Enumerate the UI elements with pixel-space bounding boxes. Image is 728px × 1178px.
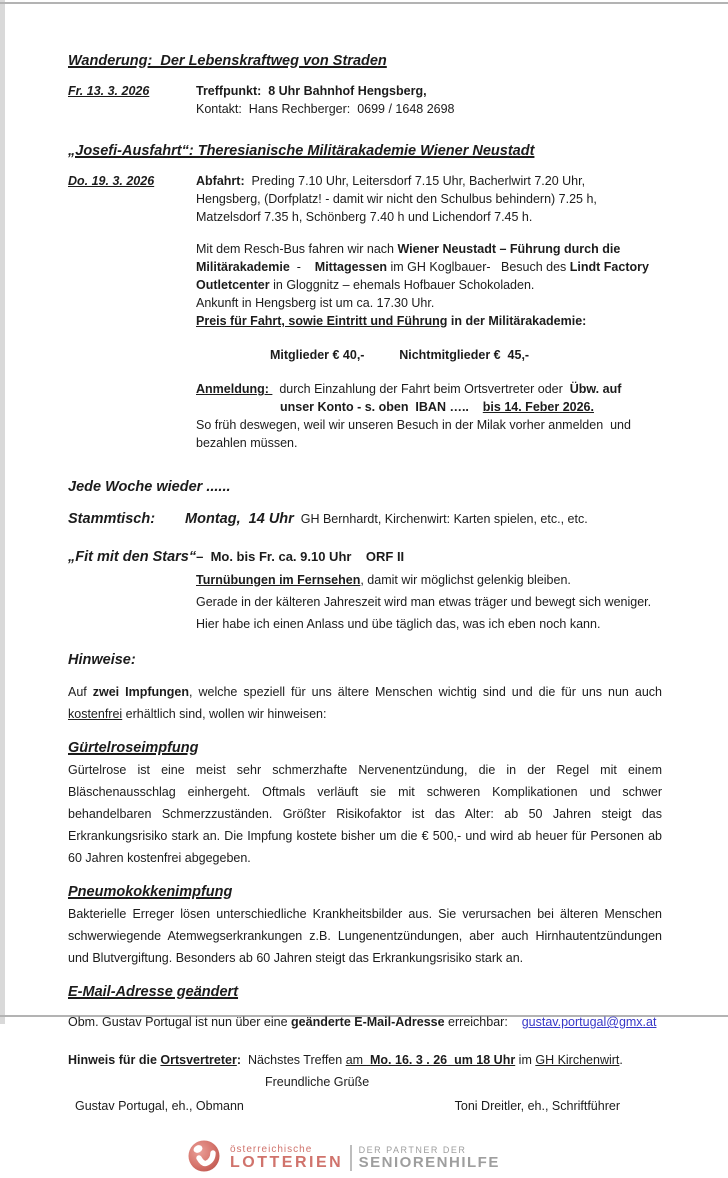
signature-row	[68, 1097, 662, 1115]
anmeldung-deadline: bis 14. Feber 2026.	[482, 400, 594, 414]
guertelrose-heading: Gürtelroseimpfung	[68, 740, 199, 756]
josefi-date: Do. 19. 3. 2026	[68, 174, 155, 188]
preis-underlined: Preis für Fahrt, sowie Eintritt und Führung	[196, 314, 448, 328]
logo-divider	[350, 1145, 352, 1171]
stammtisch-time: Montag, 14 Uhr	[185, 511, 294, 527]
turn-block	[196, 569, 662, 635]
abfahrt-line2: Hengsberg, (Dorfplatz! - damit wir nicht den Schulbus behindern) 7.25 h,	[196, 192, 597, 206]
resch-bold: Outletcenter	[196, 278, 270, 292]
resch-line2	[196, 258, 662, 276]
orts-text: im	[515, 1053, 536, 1067]
gruesse-line: Freundliche Grüße	[265, 1075, 370, 1089]
preis-rest: in der Militärakademie:	[447, 314, 587, 328]
orts-underlined: am	[345, 1053, 367, 1067]
stammtisch-label: Stammtisch:	[68, 511, 156, 527]
resch-line3	[196, 276, 662, 294]
email-text: Obm. Gustav Portugal ist nun über eine	[68, 1015, 292, 1029]
scan-edge-top	[0, 2, 728, 4]
fit-title: „Fit mit den Stars“	[68, 549, 197, 565]
resch-text: Mit dem Resch-Bus fahren wir nach	[196, 242, 398, 256]
josefi-heading: „Josefi-Ausfahrt“: Theresianische Militärakademie Wiener Neustadt	[68, 143, 535, 159]
orts-bold-underlined: Ortsvertreter	[160, 1053, 237, 1067]
abfahrt-text1: Preding 7.10 Uhr, Leitersdorf 7.15 Uhr, Bacherlwirt 7.20 Uhr,	[244, 174, 586, 188]
anmeldung-line2	[280, 398, 662, 416]
pneumo-heading: Pneumokokkenimpfung	[68, 884, 233, 900]
logo-oesterreichische: österreichische	[230, 1143, 313, 1155]
impf-text: , welche speziell für uns ältere Menschen wichtig sind und die für uns nun auch	[189, 685, 662, 699]
paragraph-line: 60 Jahren kostenfrei abgegeben.	[68, 851, 251, 865]
scan-edge-left	[0, 0, 5, 1024]
signature-schriftfuehrer: Toni Dreitler, eh., Schriftführer	[454, 1099, 620, 1113]
pneumo-paragraph	[68, 903, 662, 969]
orts-text: .	[619, 1053, 623, 1067]
impf-bold: zwei Impfungen	[92, 685, 190, 699]
resch-bold: Militärakademie	[196, 260, 290, 274]
mitglieder-line: Mitglieder € 40,- Nichtmitglieder € 45,-	[270, 348, 530, 362]
preis-line	[196, 312, 662, 330]
orts-text: Nächstes Treffen	[241, 1053, 346, 1067]
logo-partner-top: DER PARTNER DER	[358, 1144, 467, 1155]
fit-rest: – Mo. bis Fr. ca. 9.10 Uhr ORF II	[196, 549, 405, 564]
josefi-row	[68, 172, 662, 226]
abfahrt-line1	[196, 172, 597, 190]
email-line	[68, 1013, 662, 1031]
anmeldung-bold: Übw. auf	[569, 382, 622, 396]
wanderung-row	[68, 82, 662, 118]
paragraph-line: schwerwiegende Atemwegserkrankungen z.B. Lungenentzündungen, aber auch Hirnhautentzündungen	[68, 929, 662, 943]
seniorenhilfe-wordmark	[359, 1146, 500, 1170]
stammtisch-rest: GH Bernhardt, Kirchenwirt: Karten spielen, etc., etc.	[293, 512, 588, 526]
email-heading: E-Mail-Adresse geändert	[68, 984, 239, 1000]
stammtisch-line	[68, 510, 662, 528]
logo-lotterien: LOTTERIEN	[230, 1153, 344, 1171]
document-content	[68, 52, 662, 1178]
email-bold: geänderte E-Mail-Adresse	[291, 1015, 445, 1029]
wanderung-heading: Wanderung: Der Lebenskraftweg von Straden	[68, 53, 387, 69]
wanderung-kontakt: Kontakt: Hans Rechberger: 0699 / 1648 2698	[196, 102, 455, 116]
orts-bold: :	[236, 1053, 241, 1067]
resch-text: -	[289, 260, 315, 274]
lotterien-wordmark	[230, 1145, 343, 1171]
impf-intro	[68, 681, 662, 725]
resch-bold: Lindt Factory	[569, 260, 649, 274]
logo-seniorenhilfe: SENIORENHILFE	[358, 1153, 500, 1171]
abfahrt-line3: Matzelsdorf 7.35 h, Schönberg 7.40 h und Lichendorf 7.45 h.	[196, 210, 533, 224]
ortsvertreter-line	[68, 1051, 662, 1069]
impf-line1	[68, 681, 662, 703]
sofrueh-line2: bezahlen müssen.	[196, 436, 298, 450]
wanderung-date: Fr. 13. 3. 2026	[68, 84, 150, 98]
fit-line	[68, 548, 662, 566]
jede-woche-heading: Jede Woche wieder ......	[68, 479, 231, 495]
anmeldung-bold: unser Konto - s. oben IBAN …..	[280, 400, 473, 414]
email-link[interactable]: gustav.portugal@gmx.at	[521, 1015, 657, 1029]
paragraph-line: und Blutvergiftung. Besonders ab 60 Jahren steigt das Erkrankungsrisiko stark an.	[68, 951, 524, 965]
wanderung-details	[196, 82, 455, 118]
anmeldung-gap	[472, 400, 482, 414]
paragraph-line: Erkrankungsrisiko stark an. Die Impfung kostete bisher um die € 500,- und wird ab heuer für Personen ab	[68, 829, 662, 843]
resch-block	[196, 240, 662, 452]
turn-rest: , damit wir möglichst gelenkig bleiben.	[360, 573, 571, 587]
orts-bold: Hinweis für die	[68, 1053, 161, 1067]
paragraph-line: Bläschenausschlag einhergeht. Oftmals verläuft sie mit schweren Komplikationen und schwer	[68, 785, 662, 799]
lotterien-circle-icon	[186, 1137, 222, 1178]
impf-text: Auf	[68, 685, 93, 699]
impf-text: erhältlich sind, wollen wir hinweisen:	[122, 707, 327, 721]
paragraph-line: Bakterielle Erreger lösen unterschiedliche Krankheitsbilder aus. Sie verursachen bei älteren Menschen	[68, 907, 662, 921]
sofrueh-line1: So früh deswegen, weil wir unseren Besuch in der Milak vorher anmelden und	[196, 418, 631, 432]
orts-date: Mo. 16. 3 . 26 um 18 Uhr	[366, 1053, 516, 1067]
anmeldung-text: durch Einzahlung der Fahrt beim Ortsvertreter oder	[272, 382, 570, 396]
turn-line1	[196, 569, 662, 591]
turn-line3: Hier habe ich einen Anlass und übe täglich das, was ich eben noch kann.	[196, 617, 601, 631]
wanderung-treffpunkt: Treffpunkt: 8 Uhr Bahnhof Hengsberg,	[196, 84, 427, 98]
resch-line1	[196, 240, 662, 258]
resch-text: im GH Koglbauer- Besuch des	[387, 260, 570, 274]
lotterien-logo	[186, 1137, 662, 1178]
anmeldung-label: Anmeldung:	[196, 382, 273, 396]
ankunft-line: Ankunft in Hengsberg ist um ca. 17.30 Uhr.	[196, 296, 435, 310]
turn-line2: Gerade in der kälteren Jahreszeit wird man etwas träger und bewegt sich weniger.	[196, 595, 652, 609]
impf-underlined: kostenfrei	[68, 707, 123, 721]
guertelrose-paragraph	[68, 759, 662, 869]
turn-underlined: Turnübungen im Fernsehen	[196, 573, 361, 587]
hinweise-heading: Hinweise:	[68, 652, 136, 668]
email-text: erreichbar:	[444, 1015, 522, 1029]
resch-bold: Mittagessen	[314, 260, 388, 274]
signature-obmann: Gustav Portugal, eh., Obmann	[75, 1099, 244, 1113]
paragraph-line: behandelbaren Schmerzzuständen. Größter Risikofaktor ist das Alter: ab 50 Jahren steigt das	[68, 807, 662, 821]
anmeldung-line1	[196, 380, 662, 398]
abfahrt-label: Abfahrt:	[196, 174, 245, 188]
resch-bold: Wiener Neustadt – Führung durch die	[397, 242, 621, 256]
impf-line2	[68, 703, 662, 725]
orts-location: GH Kirchenwirt	[535, 1053, 620, 1067]
paragraph-line: Gürtelrose ist eine meist sehr schmerzhafte Nervenentzündung, die in der Regel mit einem	[68, 763, 662, 777]
resch-text: in Gloggnitz – ehemals Hofbauer Schokoladen.	[269, 278, 535, 292]
abfahrt-block	[196, 172, 597, 226]
